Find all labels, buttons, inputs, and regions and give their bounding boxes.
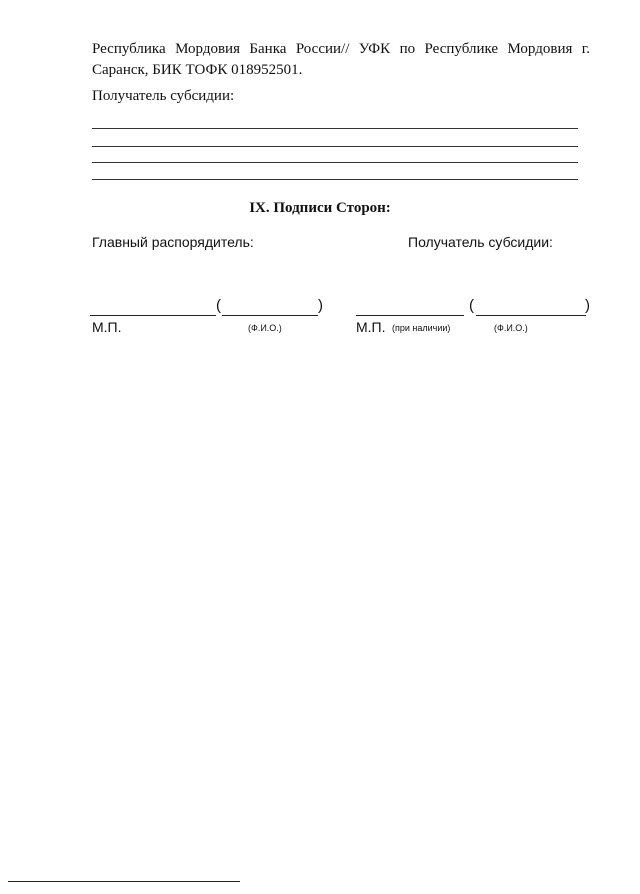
right-stamp-note: (при наличии) (392, 323, 451, 333)
right-name-caption: (Ф.И.О.) (494, 323, 528, 333)
right-party-title: Получатель субсидии: (408, 234, 553, 250)
left-name-caption: (Ф.И.О.) (248, 323, 282, 333)
left-name-line (222, 315, 318, 316)
right-name-line (476, 315, 586, 316)
left-name-open-paren: ( (216, 297, 221, 314)
right-stamp-label: М.П. (356, 319, 386, 335)
recipient-blank-line (92, 146, 578, 147)
recipient-blank-line (92, 179, 578, 180)
left-party-title: Главный распорядитель: (92, 234, 254, 250)
right-name-close-paren: ) (585, 297, 590, 314)
bank-details: Республика Мордовия Банка России// УФК по Республике Мордовия г. Саранск, БИК ТОФК 018952501. (92, 41, 590, 78)
recipient-details-label: Получатель субсидии: (92, 88, 235, 104)
footnote-separator (8, 881, 240, 882)
left-name-close-paren: ) (318, 297, 323, 314)
section-heading: IX. Подписи Сторон: (249, 200, 391, 216)
recipient-blank-line (92, 128, 578, 129)
right-name-open-paren: ( (469, 297, 474, 314)
recipient-blank-line (92, 162, 578, 163)
left-stamp-label: М.П. (92, 319, 122, 335)
right-signature-line (356, 315, 464, 316)
left-signature-line (90, 315, 216, 316)
